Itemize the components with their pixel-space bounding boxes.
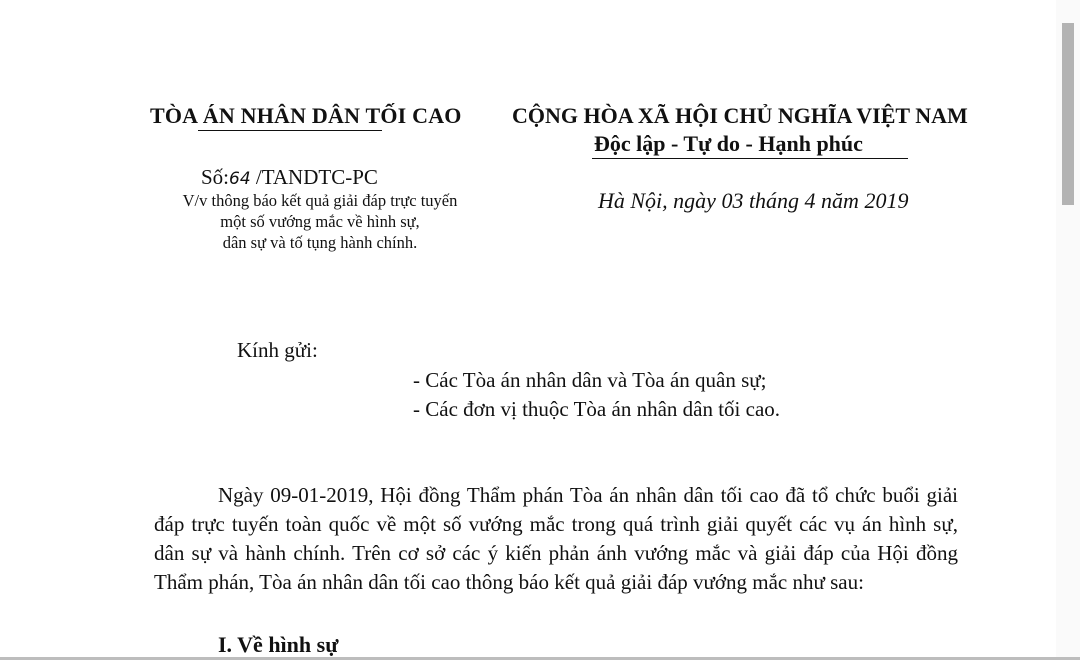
- recipient-item: - Các đơn vị thuộc Tòa án nhân dân tối cao.: [413, 397, 781, 421]
- scrollbar-thumb[interactable]: [1062, 23, 1074, 205]
- motto-underline: [592, 158, 908, 159]
- subject-line: dân sự và tố tụng hành chính.: [222, 233, 418, 252]
- court-name-underline: [198, 130, 382, 131]
- national-motto: Độc lập - Tự do - Hạnh phúc: [594, 131, 863, 156]
- salutation-label: Kính gửi:: [237, 338, 318, 362]
- document-number-value: 64: [229, 169, 251, 189]
- court-name: TÒA ÁN NHÂN DÂN TỐI CAO: [150, 103, 462, 128]
- section-heading: I. Về hình sự: [218, 632, 339, 657]
- subject-line: một số vướng mắc về hình sự,: [220, 212, 420, 231]
- nation-title: CỘNG HÒA XÃ HỘI CHỦ NGHĨA VIỆT NAM: [512, 103, 968, 128]
- document-number-suffix: /TANDTC-PC: [250, 165, 378, 189]
- document-subject: [140, 190, 500, 253]
- document-number: [201, 165, 378, 190]
- subject-line: V/v thông báo kết quả giải đáp trực tuyến: [182, 191, 458, 210]
- place-and-date: Hà Nội, ngày 03 tháng 4 năm 2019: [598, 188, 909, 213]
- recipient-item: - Các Tòa án nhân dân và Tòa án quân sự;: [413, 368, 767, 392]
- document-number-prefix: Số:: [201, 165, 230, 189]
- body-paragraph: Ngày 09-01-2019, Hội đồng Thẩm phán Tòa án nhân dân tối cao đã tổ chức buổi giải đáp trực tuyến toàn quốc về một số vướng mắc trong quá trình giải quyết các vụ án hình sự, dân sự và hành chính. Trên cơ sở các ý kiến phản ánh vướng mắc và giải đáp của Hội đồng Thẩm phán, Tòa án nhân dân tối cao thông báo kết quả giải đáp vướng mắc như sau:: [154, 483, 958, 594]
